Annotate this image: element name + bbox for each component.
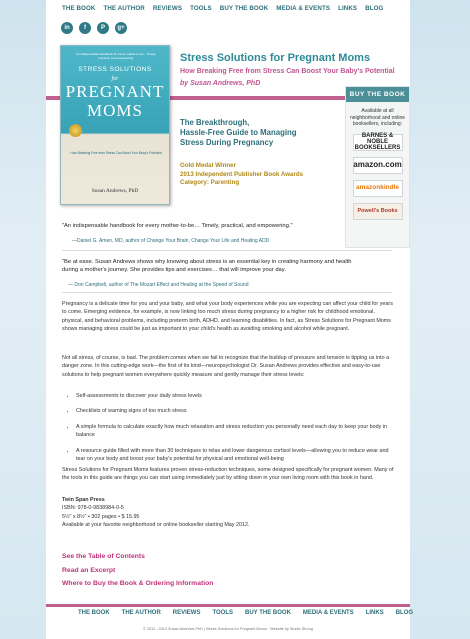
seller-amazon-button[interactable]: amazon.com	[353, 157, 403, 174]
list-item: • Self-assessments to discover your daily stress levels	[76, 392, 392, 400]
nav-blog[interactable]: BLOG	[365, 5, 384, 12]
review-quote-2-attribution: — Don Campbell, author of The Mozart Effect and Healing at the Speed of Sound	[68, 282, 249, 288]
book-byline: by Susan Andrews, PhD	[180, 80, 261, 87]
seller-powells-button[interactable]: Powell's Books	[353, 203, 403, 220]
link-table-of-contents[interactable]: See the Table of Contents	[62, 553, 145, 560]
footer-nav	[72, 610, 419, 616]
buy-panel-header[interactable]: BUY THE BOOK	[346, 87, 409, 102]
review-quote-2: "Be at ease. Susan Andrews shows why knowing about stress is an essential key in creating harmony and health during a mother's journey. She provides tips and exercises… that will improve your day.	[62, 259, 352, 273]
award-info	[180, 162, 340, 188]
list-item: • A simple formula to calculate exactly how much relaxation and stress reduction you personally need each day to keep your body in balance	[76, 423, 392, 440]
footer-nav-buy-the-book[interactable]: BUY THE BOOK	[245, 610, 291, 616]
google-plus-icon[interactable]: g+	[115, 22, 127, 34]
top-nav	[58, 0, 408, 17]
book-subtitle: How Breaking Free from Stress Can Boost Your Baby's Potential	[180, 68, 395, 75]
linkedin-icon[interactable]: in	[61, 22, 73, 34]
book-title: Stress Solutions for Pregnant Moms	[180, 52, 371, 64]
seller-barnes-noble-button[interactable]: BARNES & NOBLE BOOKSELLERS	[353, 134, 403, 151]
footer-nav-media-events[interactable]: MEDIA & EVENTS	[302, 610, 354, 616]
publisher-info	[62, 496, 362, 530]
pinterest-icon[interactable]: P	[97, 22, 109, 34]
buy-panel-availability: Available at all neighborhood and online booksellers, including:	[349, 108, 406, 127]
link-where-to-buy[interactable]: Where to Buy the Book & Ordering Information	[62, 580, 214, 587]
description-paragraph-3: Stress Solutions for Pregnant Moms features proven stress-reduction techniques, some designed specifically for pregnant women. Many of the tools in this guide are things you can start using immediately just by sitting down in your own living room with this book in hand.	[62, 467, 394, 482]
cover-title-line4: MOMS	[87, 101, 143, 120]
nav-tools[interactable]: TOOLS	[190, 5, 212, 12]
publisher-name: Twin Span Press	[62, 497, 105, 503]
cover-author: Susan Andrews, PhD	[91, 188, 139, 194]
footer-nav-the-book[interactable]: THE BOOK	[78, 610, 110, 616]
list-item: • A resource guide filled with more than 30 techniques to relax and lower dangerous cortisol levels—allowing you to reduce wear and tear on your body and boost your baby's potential for physical and emotional well-being	[76, 447, 392, 464]
review-quote-1: "An indispensable handbook for every mother-to-be… Timely, practical, and empowering."	[62, 223, 293, 229]
footer-nav-links[interactable]: LINKS	[365, 610, 384, 616]
award-line3: Category: Parenting	[180, 179, 240, 186]
nav-links[interactable]: LINKS	[338, 5, 358, 12]
cover-title-line2: for	[111, 76, 119, 82]
link-read-excerpt[interactable]: Read an Excerpt	[62, 566, 116, 574]
tagline-line3: Stress During Pregnancy	[180, 138, 274, 147]
tagline-line2: Hassle-Free Guide to Managing	[180, 128, 297, 137]
footer-accent-bar	[46, 604, 410, 607]
facebook-icon[interactable]: f	[79, 22, 91, 34]
seller-amazon-kindle-button[interactable]: amazonkindle	[353, 180, 403, 197]
cover-title-line3: PREGNANT	[65, 82, 165, 101]
footer-nav-the-author[interactable]: THE AUTHOR	[121, 610, 161, 616]
nav-buy-the-book[interactable]: BUY THE BOOK	[219, 5, 269, 12]
cover-blurb: An indispensable handbook for every mother-to-be... Timely, practical, and empowering.	[76, 52, 156, 60]
footer-nav-reviews[interactable]: REVIEWS	[172, 610, 201, 616]
cover-title-line1: STRESS SOLUTIONS	[78, 66, 152, 73]
book-tagline	[180, 118, 340, 148]
review-quote-1-attribution: —Daniel G. Amen, MD, author of Change Your Brain, Change Your Life and Healing ADD	[72, 238, 270, 244]
footer-nav-blog[interactable]: BLOG	[395, 610, 414, 616]
nav-the-author[interactable]: THE AUTHOR	[103, 5, 145, 12]
award-line2: 2013 Independent Publisher Book Awards	[180, 170, 304, 178]
description-paragraph-2: Not all stress, of course, is bad. The problem comes when we fail to recognize that the buildup of pressure and tension is tipping us into a danger zone. In this cutting-edge work—the first of its kind—neuropsychologist Dr. Susan Andrews provides effective and easy-to-use solutions to help pregnant women everywhere quickly measure and gently manage their stress levels:	[62, 355, 390, 378]
footer-nav-tools[interactable]: TOOLS	[212, 610, 234, 616]
feature-list	[70, 392, 392, 470]
nav-media-events[interactable]: MEDIA & EVENTS	[276, 5, 331, 12]
book-cover	[60, 45, 170, 205]
publisher-availability: Available at your favorite neighborhood or online bookseller starting May 2012.	[62, 522, 250, 529]
book-links	[62, 550, 362, 591]
list-item: • Checklists of warning signs of too much stress	[76, 407, 392, 415]
quote-divider	[62, 250, 392, 251]
award-line1: Gold Medal Winner	[180, 162, 236, 169]
publisher-specs: 5½" x 8½" • 302 pages • $ 15.95	[62, 513, 140, 520]
cover-subtitle: How Breaking Free from Stress Can Boost Your Baby's Potential	[70, 151, 162, 155]
nav-the-book[interactable]: THE BOOK	[62, 5, 96, 12]
copyright: © 2011 - 2013 Susan Andrews PhD | Stress Solutions for Pregnant Moms · Website by Studio Strong	[143, 627, 313, 631]
publisher-isbn: ISBN: 978-0-9838984-0-5	[62, 505, 124, 512]
content-divider	[62, 292, 392, 293]
tagline-line1: The Breakthrough,	[180, 118, 250, 127]
nav-reviews[interactable]: REVIEWS	[152, 5, 183, 12]
description-paragraph-1: Pregnancy is a delicate time for you and your baby, and what your body experiences while you are expecting can affect your child for years to come. Emerging evidence, for example, is now linking too much stress during pregnancy to a higher risk for childhood emotional, physical, and behavioral problems, including preterm birth, ADHD, and learning disabilities. In fact, as Stress Solutions for Pregnant Moms shows managing stress could be just as important to your child's health as avoiding smoking and alcohol while pregnant.	[62, 301, 393, 333]
social-icons	[61, 22, 127, 34]
buy-the-book-panel	[345, 86, 410, 248]
award-medal-icon	[69, 124, 82, 137]
